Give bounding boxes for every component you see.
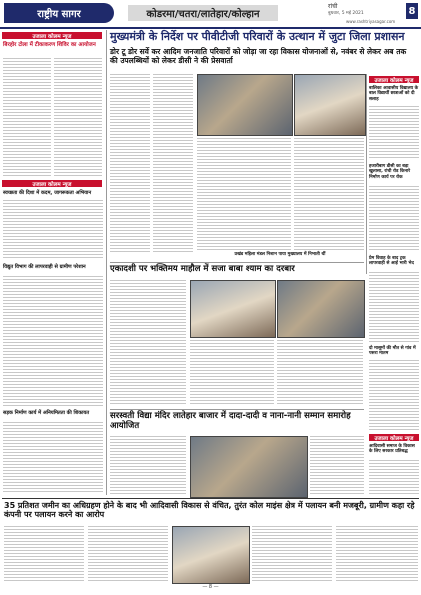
article-text: [369, 186, 419, 252]
story-photo: [172, 526, 250, 584]
article-text: [3, 422, 103, 494]
article-text: [310, 436, 364, 496]
bottom-banner-headline: 35 प्रतिशत जमीन का अधिग्रहण होने के बाद भी आदिवासी विकास से वंचित, तुरंत कोल माइंस क्षेत्र में पलायन बनी मजबूरी, ग्रामीण कहा रहे कंपनी पर पलायन करने का आरोप: [4, 501, 415, 520]
edition-city: रांची: [328, 3, 338, 10]
story-headline: हजारीबाग डीसी का बड़ा खुलासा, रांची रोड किनारे निर्माण कार्य पर रोक: [369, 164, 411, 180]
section-tag: उजाला कोलम न्यूज: [2, 32, 102, 39]
lead-photo: [294, 74, 366, 136]
section-divider: [2, 498, 419, 499]
article-text: [294, 138, 364, 252]
article-text: [3, 200, 103, 260]
article-text: [4, 526, 84, 582]
article-text: [197, 138, 291, 252]
article-text: [110, 280, 186, 406]
story-headline: बिरहोर टोला में टीकाकरण शिविर का आयोजन: [3, 42, 96, 48]
lead-subheadline: डोर टू डोर सर्वे कर आदिम जनजाति परिवारों को जोड़ा जा रहा विकास योजनाओं से, नवंबर से लेकर अब तक की उपलब्धियों को लेकर डीसी ने की प्रेसवार्ता: [110, 47, 407, 65]
article-text: [369, 460, 419, 496]
story-headline: बालिका आवासीय विद्यालय के बाल विद्यार्थी छात्राओं को दी सलाह: [369, 86, 419, 102]
edition-date: बुधवार, 5 मई 2021: [328, 11, 364, 16]
article-text: [252, 526, 332, 582]
masthead: [0, 0, 421, 27]
article-text: [153, 74, 193, 252]
story-headline: आदिवासी समाज के विकास के लिए सरकार प्रतिबद्ध: [369, 444, 415, 455]
story-photo: [190, 436, 308, 498]
story-headline: दो मासूमों की मौत से गांव में पसरा मातम: [369, 346, 416, 357]
section-tag: उजाला कोलम न्यूज: [369, 76, 419, 83]
page-number: 8: [406, 3, 418, 19]
article-text: [88, 526, 168, 582]
article-text: [54, 58, 102, 176]
newspaper-brand-logo: राष्ट्रीय सागर: [4, 3, 114, 23]
article-text: [369, 272, 419, 342]
column-divider: [366, 74, 367, 274]
website-url[interactable]: www.rashtriyasagar.com: [346, 19, 396, 24]
section-divider: [110, 262, 364, 263]
article-text: [3, 58, 51, 176]
article-text: [110, 74, 150, 252]
story-headline: स्वच्छता की दिशा में कदम, जागरूकता अभियान: [3, 190, 92, 196]
story-photo: [277, 280, 365, 338]
section-tag: उजाला कोलम न्यूज: [2, 180, 102, 187]
story-headline: सरस्वती विद्या मंदिर लातेहार बाजार में दादा-दादी व नाना-नानी सम्मान समारोह आयोजित: [110, 411, 351, 431]
story-headline: सड़क निर्माण कार्य में अनियमितता की शिकायत: [3, 410, 90, 416]
page-footer: — 8 —: [202, 584, 219, 590]
lead-headline: मुख्यमंत्री के निर्देश पर पीवीटीजी परिवारों के उत्थान में जुटा जिला प्रशासन: [110, 30, 405, 43]
section-tag: उजाला कोलम न्यूज: [369, 434, 419, 441]
story-headline: एकादशी पर भक्तिमय माहौल में सजा बाबा श्याम का दरबार: [110, 264, 295, 274]
story-headline: विद्युत विभाग की लापरवाही से ग्रामीण परेशान: [3, 264, 86, 270]
article-text: [336, 526, 418, 582]
photo-caption: प्रखंड महिला मंडल निशान पाया मुख्यालय में निभाती थीं: [234, 252, 326, 257]
story-photo: [190, 280, 276, 338]
article-text: [369, 106, 419, 160]
regional-edition-label: कोडरमा/चतरा/लातेहार/कोल्हान: [128, 5, 278, 21]
article-text: [277, 340, 363, 406]
lead-photo: [197, 74, 293, 136]
article-text: [110, 436, 186, 496]
article-text: [369, 360, 419, 430]
article-text: [3, 276, 103, 406]
section-divider: [110, 409, 364, 410]
column-divider: [106, 30, 107, 495]
article-text: [190, 340, 274, 406]
masthead-divider: [0, 27, 421, 29]
story-headline: प्रेम विवाह के बाद ट्रक लापरवाही से आई भारी भेद: [369, 256, 414, 267]
